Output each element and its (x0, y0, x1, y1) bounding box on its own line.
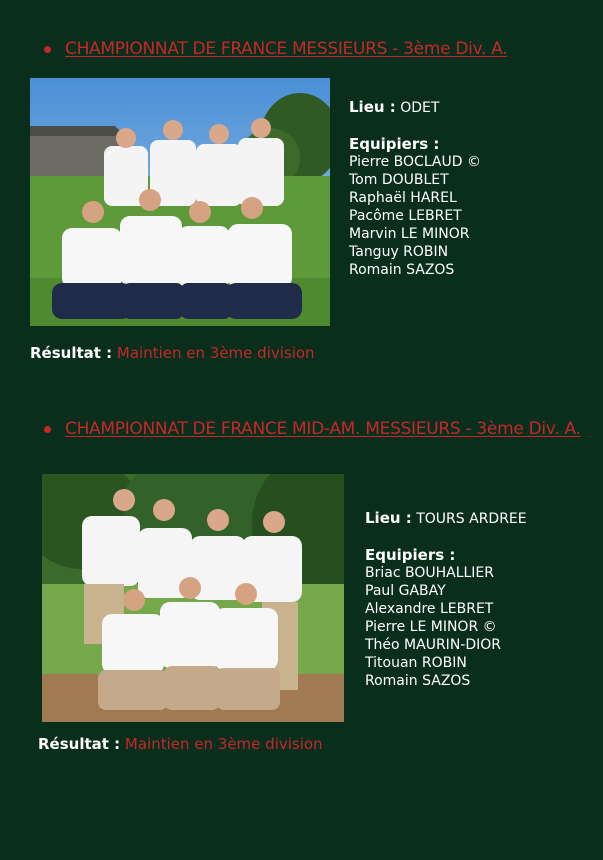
player-name: Romain SAZOS (349, 262, 455, 278)
section-2-team-photo (42, 474, 344, 722)
player-name: Pierre BOCLAUD © (349, 154, 481, 170)
result-value: Maintien en 3ème division (120, 735, 323, 753)
bullet-icon (44, 46, 51, 53)
lieu-value: ODET (395, 100, 440, 116)
player-name: Paul GABAY (365, 583, 446, 599)
equipiers-label: Equipiers : (365, 546, 456, 564)
section-2-result (38, 735, 323, 753)
lieu-label: Lieu : (365, 509, 412, 527)
player-name: Théo MAURIN-DIOR (365, 637, 501, 653)
section-2-info (365, 509, 527, 690)
player-name: Tom DOUBLET (349, 172, 449, 188)
bullet-icon (44, 426, 51, 433)
section-2-title-row (44, 418, 584, 441)
section-1-team-photo (30, 78, 330, 326)
section-1-info (349, 98, 481, 279)
player-name: Briac BOUHALLIER (365, 565, 495, 581)
player-name: Tanguy ROBIN (349, 244, 449, 260)
result-label: Résultat : (38, 735, 121, 753)
lieu-label: Lieu : (349, 98, 396, 116)
section-1-result (30, 344, 315, 362)
equipiers-label: Equipiers : (349, 135, 440, 153)
section-1-title-link[interactable]: CHAMPIONNAT DE FRANCE MESSIEURS - 3ème Div. A. (65, 39, 508, 59)
result-value: Maintien en 3ème division (112, 344, 315, 362)
player-name: Raphaël HAREL (349, 190, 457, 206)
player-name: Pacôme LEBRET (349, 208, 462, 224)
section-1-title-row (44, 38, 584, 61)
section-2-title-link[interactable]: CHAMPIONNAT DE FRANCE MID-AM. MESSIEURS - 3ème Div. A. (65, 419, 581, 439)
player-name: Pierre LE MINOR © (365, 619, 497, 635)
result-label: Résultat : (30, 344, 113, 362)
player-name: Alexandre LEBRET (365, 601, 494, 617)
player-name: Romain SAZOS (365, 673, 471, 689)
player-name: Marvin LE MINOR (349, 226, 470, 242)
lieu-value: TOURS ARDREE (411, 511, 527, 527)
player-name: Titouan ROBIN (365, 655, 467, 671)
